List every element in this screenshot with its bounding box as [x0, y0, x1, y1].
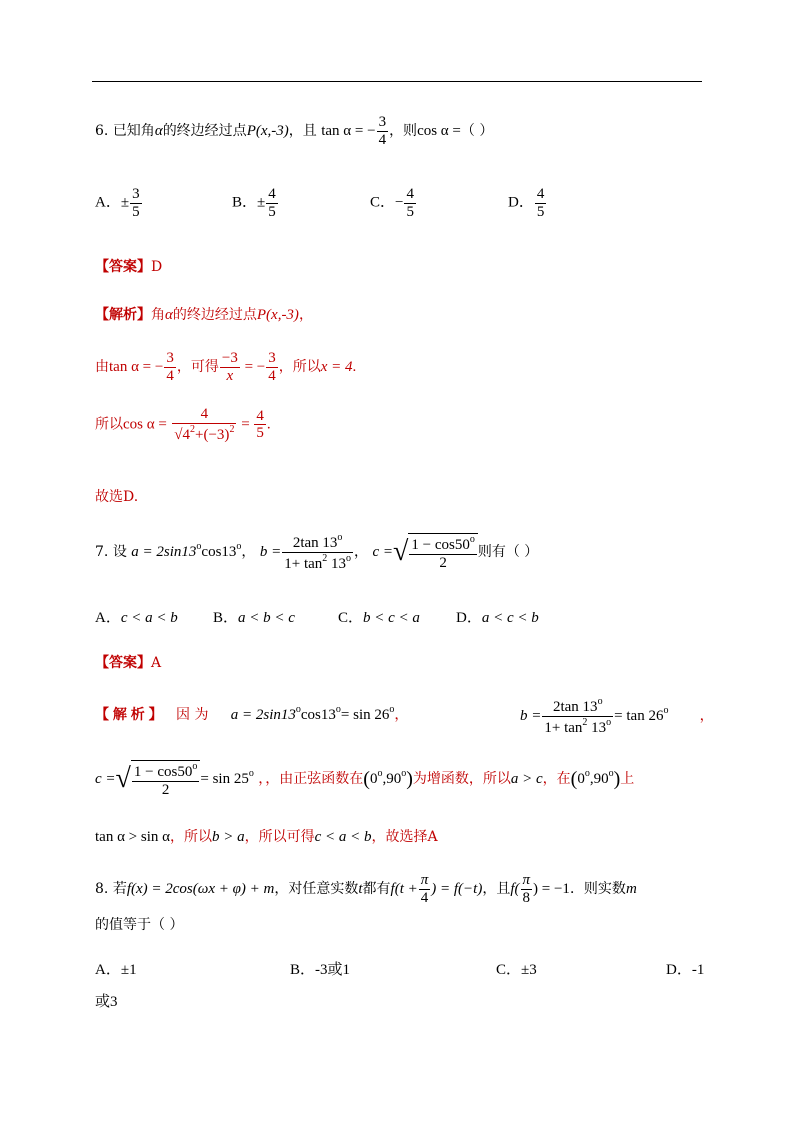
q7-analysis-line2: c =√ $\frac{1 - \cos 50^o}{2}$ = sin 25$^o$ ，，由正弦函数在(0$^o$,90$^o$)为增函数，所以a > c，在(0$^o$,90$^o$)上	[95, 761, 635, 798]
q6-analysis-line3: 所以cos α = $\frac{4}{√4^2+(-3)^2}$ = $\frac{4}{5}$ .	[95, 406, 271, 443]
q6-option-a[interactable]: A．± $\frac{3}{5}$	[95, 186, 140, 220]
q8-stem: 8. 若f(x) = 2cos(ωx + φ) + m，对任意实数t都有f(t + $\frac{\pi}{4}$ ) = f(−t)，且f( $\frac{\pi}{8}$ ) = −1．则实数m	[95, 872, 637, 906]
q8-stem-line2: 的值等于（ ）	[95, 917, 184, 933]
q6-option-d[interactable]: D． $\frac{4}{5}$	[508, 186, 545, 220]
q7-analysis-b: b = $\frac{2\tan 13^o}{1+ \tan^2 13^o}$ = tan 26$^o$ ，	[520, 696, 714, 736]
q8-option-d-wrap: 或3	[95, 994, 118, 1010]
q8-option-a[interactable]: A．±1	[95, 962, 137, 978]
q6-analysis-line1: 【解析】角α的终边经过点P(x,-3)，	[95, 306, 313, 323]
q8-option-c[interactable]: C．±3	[496, 962, 537, 978]
q7-option-b[interactable]: B．a < b < c	[213, 610, 295, 626]
q7-analysis-line3: tan α > sin α，所以b > a，所以可得c < a < b，故选择A	[95, 829, 438, 845]
q6-analysis-line2: 由tan α = − $\frac{3}{4}$ ，可得 $\frac{-3}{x}$ = − $\frac{3}{4}$ ，所以x = 4.	[95, 350, 357, 384]
q6-option-b[interactable]: B．± $\frac{4}{5}$	[232, 186, 276, 220]
q6-conclusion: 故选D.	[95, 489, 139, 505]
q6-answer: 【答案】D	[95, 258, 163, 275]
q7-option-d[interactable]: D．a < c < b	[456, 610, 539, 626]
q8-option-d[interactable]: D．-1	[666, 962, 705, 978]
header-rule	[92, 81, 702, 82]
q8-option-b[interactable]: B．-3或1	[290, 962, 351, 978]
q6-stem: 6. 已知角α的终边经过点P(x,-3)，且 tan α = − $\frac{3}{4}$ ，则cos α =（ ）	[95, 114, 494, 148]
q7-analysis-line1: 【 解 析 】 因 为 $a = 2\sin 13^o\cos 13^o= \sin 26^o$，	[95, 704, 409, 723]
q7-answer: 【答案】A	[95, 654, 162, 671]
q6-option-c[interactable]: C．− $\frac{4}{5}$	[370, 186, 414, 220]
q7-stem: 7. 设 $a = 2\sin 13^o\cos 13^o$， b = $\frac{2\tan 13^o}{1+ \tan^2 13^o}$ ， c =√ $\frac{1 - \cos 50^o}{2}$ 则有（ ）	[95, 532, 539, 572]
q7-option-c[interactable]: C．b < c < a	[338, 610, 420, 626]
q7-option-a[interactable]: A．c < a < b	[95, 610, 178, 626]
